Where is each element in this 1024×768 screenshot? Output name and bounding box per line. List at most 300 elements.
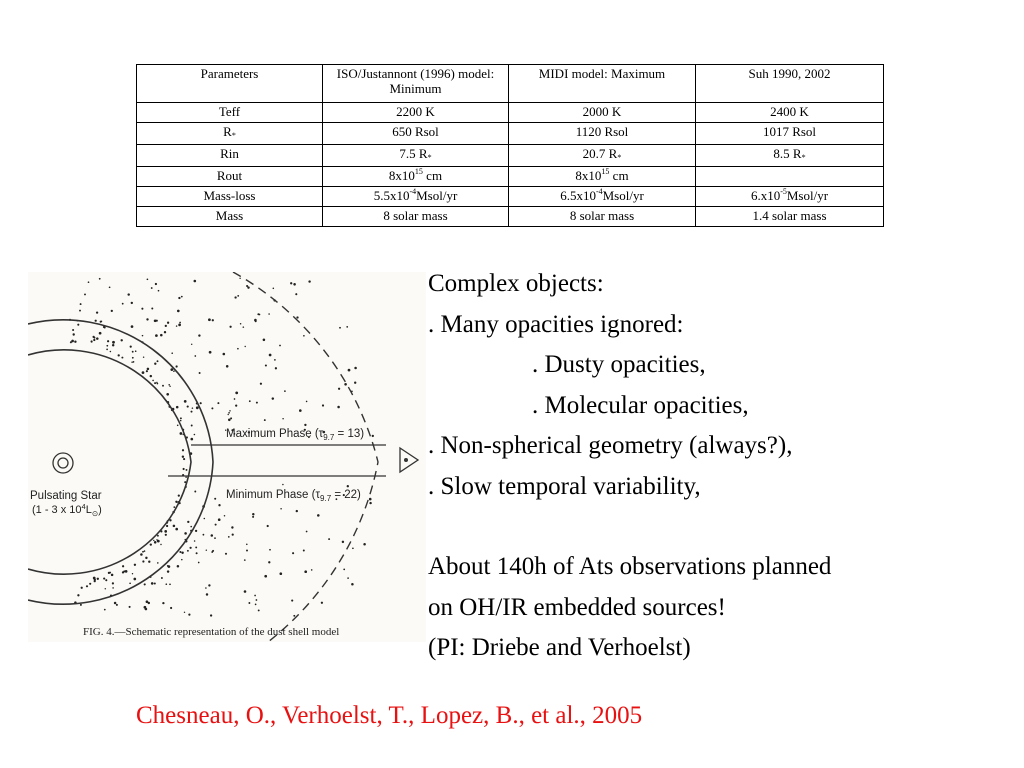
dust-dot xyxy=(269,354,272,357)
dust-dot xyxy=(167,570,169,572)
dust-dot xyxy=(77,594,79,596)
dust-dot xyxy=(142,371,145,374)
dust-dot xyxy=(240,323,242,325)
text-line: Complex objects: xyxy=(428,270,604,297)
dust-dot xyxy=(339,327,341,329)
dust-dot xyxy=(234,398,236,400)
dust-dot xyxy=(152,380,154,382)
dust-dot xyxy=(208,584,210,586)
dust-dot xyxy=(176,325,177,326)
dust-dot xyxy=(209,351,212,354)
dust-dot xyxy=(121,357,123,359)
dust-dot xyxy=(116,604,118,606)
cell-text: 7.5 R xyxy=(399,146,428,161)
dust-dot xyxy=(304,570,307,573)
header-cell: Suh 1990, 2002 xyxy=(696,65,884,103)
dust-dot xyxy=(183,458,185,460)
dust-dot xyxy=(188,614,190,616)
dust-dot xyxy=(162,602,164,604)
max-phase-label: Maximum Phase $(\tau_{9.7} = 13)$ xyxy=(226,428,365,442)
cell-superscript: -5 xyxy=(780,187,787,196)
dust-dot xyxy=(167,322,169,324)
dust-dot xyxy=(279,345,281,347)
figure-caption: FIG. 4.—Schematic representation of the dust shell model xyxy=(83,626,340,638)
dust-dot xyxy=(181,559,183,561)
dust-dot xyxy=(145,557,147,559)
dust-dot xyxy=(369,502,371,504)
dust-dot xyxy=(162,385,164,387)
dust-dot xyxy=(182,455,184,457)
dust-dot xyxy=(269,549,271,551)
dust-dot xyxy=(155,334,158,337)
dust-dot xyxy=(86,585,88,587)
cell-subscript: * xyxy=(801,153,806,162)
dust-dot xyxy=(156,382,157,383)
dust-dot xyxy=(235,392,238,395)
header-cell: Parameters xyxy=(137,65,323,103)
dust-dot xyxy=(161,577,163,579)
table-row xyxy=(137,103,884,123)
dust-dot xyxy=(144,606,147,609)
table-row xyxy=(137,187,884,207)
dust-dot xyxy=(194,280,197,283)
dust-dot xyxy=(311,569,313,571)
dust-dot xyxy=(142,560,144,562)
cell-text: 20.7 R xyxy=(582,146,618,161)
dust-dot xyxy=(352,547,354,549)
table-cell: Rin xyxy=(137,145,323,167)
dust-dot xyxy=(265,364,267,366)
dust-dot xyxy=(179,322,181,324)
table-cell: Rout xyxy=(137,167,323,187)
dust-dot xyxy=(160,334,163,337)
table-row xyxy=(137,207,884,227)
table-cell xyxy=(323,167,509,187)
table-cell: Mass xyxy=(137,207,323,227)
dust-dot xyxy=(177,310,180,313)
dust-dot xyxy=(256,402,258,404)
dust-dot xyxy=(229,410,230,411)
cell-subscript: * xyxy=(617,153,622,162)
dust-dot xyxy=(347,485,349,487)
dust-dot xyxy=(194,540,196,542)
dust-dot xyxy=(105,588,106,589)
dust-dot xyxy=(109,286,111,288)
dust-dot xyxy=(103,578,105,580)
dust-dot xyxy=(160,544,161,545)
dust-dot xyxy=(112,341,115,344)
dust-dot xyxy=(282,484,284,486)
dust-dot xyxy=(214,498,216,500)
dust-dot xyxy=(198,562,200,564)
dust-dot xyxy=(257,313,259,315)
dust-dot xyxy=(338,388,340,390)
dust-dot xyxy=(121,339,123,341)
dust-dot xyxy=(171,352,173,354)
dust-dot xyxy=(131,325,134,328)
notes-text xyxy=(428,264,1018,669)
dust-dot xyxy=(187,406,189,408)
dust-dot xyxy=(196,406,199,409)
text-line: . Molecular opacities, xyxy=(532,391,749,419)
dust-dot xyxy=(151,582,154,585)
dust-dot xyxy=(165,534,167,536)
dust-dot xyxy=(264,575,267,578)
cell-subscript: * xyxy=(427,153,432,162)
table-cell: 2400 K xyxy=(696,103,884,123)
dust-dot xyxy=(154,382,156,384)
dust-dot xyxy=(180,417,182,419)
dust-dot xyxy=(322,404,324,406)
dust-dot xyxy=(317,514,320,517)
dust-dot xyxy=(143,356,144,357)
dust-dot xyxy=(147,278,149,280)
table-cell xyxy=(509,187,696,207)
dust-dot xyxy=(189,547,191,549)
dust-dot xyxy=(232,534,234,536)
dust-dot xyxy=(178,297,180,299)
dust-dot xyxy=(291,600,293,602)
dust-dot xyxy=(226,365,229,368)
table-cell: 1017 Rsol xyxy=(696,123,884,145)
dust-dot xyxy=(348,369,351,372)
dust-dot xyxy=(275,367,277,369)
dust-dot xyxy=(168,384,170,386)
table-cell xyxy=(323,145,509,167)
dust-dot xyxy=(157,562,159,564)
dust-dot xyxy=(184,612,185,613)
dust-dot xyxy=(181,296,183,298)
dust-dot xyxy=(92,336,94,338)
citation: Chesneau, O., Verhoelst, T., Lopez, B., et al., 2005 xyxy=(136,702,643,729)
dust-dot xyxy=(151,307,153,309)
dust-dot xyxy=(191,425,193,427)
dust-dot xyxy=(112,587,114,589)
dust-dot xyxy=(200,402,202,404)
dust-dot xyxy=(321,602,323,604)
dust-dot xyxy=(180,432,183,435)
text-line: . Slow temporal variability, xyxy=(428,472,701,500)
dust-dot xyxy=(218,504,220,506)
dust-dot xyxy=(212,319,214,321)
dust-dot xyxy=(91,341,93,343)
dust-dot xyxy=(122,571,124,573)
dust-dot xyxy=(112,344,114,346)
dust-dot xyxy=(104,609,106,611)
dust-dot xyxy=(196,552,198,554)
dust-dot xyxy=(227,414,228,415)
dust-dot xyxy=(142,335,144,337)
dust-dot xyxy=(167,565,169,567)
table-cell: 2200 K xyxy=(323,103,509,123)
dust-dot xyxy=(184,400,187,403)
dust-dot xyxy=(173,506,175,508)
dust-dot xyxy=(346,326,348,328)
dust-dot xyxy=(80,303,82,305)
dust-dot xyxy=(148,602,150,604)
dust-dot xyxy=(100,321,102,323)
dust-dot xyxy=(141,308,143,310)
dust-dot xyxy=(146,318,148,320)
dust-dot xyxy=(153,540,154,541)
dust-dot xyxy=(186,469,188,471)
dust-dot xyxy=(195,530,197,532)
dust-dot xyxy=(170,368,173,371)
dust-dot xyxy=(74,340,76,342)
dust-dot xyxy=(351,583,354,586)
dust-dot xyxy=(133,578,136,581)
dust-dot xyxy=(204,518,206,520)
dust-dot xyxy=(263,339,266,342)
dust-dot xyxy=(133,361,135,363)
cell-superscript: -4 xyxy=(409,187,417,196)
dust-dot xyxy=(249,400,251,402)
dust-dot xyxy=(95,320,97,322)
dust-dot xyxy=(77,324,79,326)
dust-dot xyxy=(299,409,302,412)
dust-dot xyxy=(228,536,230,538)
table-cell xyxy=(137,123,323,145)
dust-dot xyxy=(363,543,366,546)
cell-text: Msol/yr xyxy=(416,188,458,203)
dust-dot xyxy=(210,614,212,616)
dust-dot xyxy=(164,331,166,333)
dust-dot xyxy=(214,537,216,539)
dust-dot xyxy=(254,595,256,597)
dust-dot xyxy=(343,569,345,571)
dust-dot xyxy=(169,583,171,585)
dust-dot xyxy=(342,541,344,543)
dust-dot xyxy=(155,283,157,285)
dust-dot xyxy=(192,407,194,409)
dust-dot xyxy=(303,335,305,337)
dust-dot xyxy=(96,311,98,313)
dust-dot xyxy=(170,607,172,609)
dust-dot xyxy=(292,552,294,554)
dust-dot xyxy=(296,316,298,318)
dust-dot xyxy=(132,351,134,353)
dust-dot xyxy=(135,350,137,352)
cell-text: 8x10 xyxy=(575,168,602,183)
dust-dot xyxy=(225,553,227,555)
star-label: Pulsating Star xyxy=(30,490,102,502)
cell-subscript: * xyxy=(231,131,236,140)
dust-dot xyxy=(72,329,74,331)
dust-dot xyxy=(211,407,213,409)
dust-dot xyxy=(176,406,179,409)
text-line: . Many opacities ignored: xyxy=(428,310,684,338)
star-luminosity: (1 - 3 x $10^4L_⊙$) xyxy=(32,502,102,518)
spacer xyxy=(428,507,1018,547)
dust-dot xyxy=(108,572,110,574)
header-cell: MIDI model: Maximum xyxy=(509,65,696,103)
dust-dot xyxy=(132,357,134,359)
dust-dot xyxy=(245,346,246,347)
dust-dot xyxy=(198,334,200,336)
table-cell: Mass-loss xyxy=(137,187,323,207)
dust-dot xyxy=(308,280,310,282)
dust-dot xyxy=(154,363,156,365)
dust-dot xyxy=(185,476,186,477)
text-line: . Non-spherical geometry (always?), xyxy=(428,432,793,459)
dust-dot xyxy=(166,393,169,396)
dust-dot xyxy=(151,287,153,289)
dust-dot xyxy=(252,516,254,518)
dust-dot xyxy=(306,531,308,533)
header-cell: ISO/Justannont (1996) model: Minimum xyxy=(323,65,509,103)
dust-dot xyxy=(260,383,262,385)
dust-dot xyxy=(97,578,99,580)
dust-dot xyxy=(195,546,197,548)
dust-dot xyxy=(234,296,236,298)
dust-dot xyxy=(284,390,286,392)
dust-dot xyxy=(157,535,159,537)
dust-dot xyxy=(140,553,143,556)
cell-text: 8x10 xyxy=(388,168,415,183)
dust-dot xyxy=(290,282,292,284)
dust-dot xyxy=(244,590,247,593)
dust-dot xyxy=(154,541,157,544)
dust-dot xyxy=(164,530,167,533)
dust-dot xyxy=(111,310,113,312)
dust-dot xyxy=(203,534,205,536)
dust-dot xyxy=(223,353,226,356)
dust-dot xyxy=(129,582,131,584)
dust-dot xyxy=(228,419,231,422)
dust-dot xyxy=(144,583,146,585)
text-line: . Dusty opacities, xyxy=(532,351,706,378)
dust-dot xyxy=(169,386,170,387)
dust-dot xyxy=(372,435,374,437)
dust-dot xyxy=(295,293,297,295)
dust-dot xyxy=(199,372,201,374)
dust-dot xyxy=(107,340,109,342)
table-cell: 2000 K xyxy=(509,103,696,123)
dust-dot xyxy=(99,278,101,280)
dust-dot xyxy=(165,583,167,585)
table-cell xyxy=(509,167,696,187)
dust-dot xyxy=(243,326,245,328)
dust-dot xyxy=(178,494,180,496)
dust-dot xyxy=(187,550,189,552)
dust-dot xyxy=(122,565,124,567)
dust-dot xyxy=(347,577,349,579)
dust-dot xyxy=(217,402,219,404)
dust-dot xyxy=(84,293,86,295)
dust-dot xyxy=(268,561,270,563)
dust-dot xyxy=(111,574,114,577)
cell-superscript: 15 xyxy=(414,167,423,176)
dust-dot xyxy=(256,599,258,601)
table-row xyxy=(137,145,884,167)
dust-dot xyxy=(127,293,129,295)
dust-dot xyxy=(258,609,260,611)
dust-dot xyxy=(218,518,221,521)
dust-dot xyxy=(148,561,150,563)
dust-dot xyxy=(131,362,132,363)
dust-dot xyxy=(80,604,82,606)
table-cell: 1.4 solar mass xyxy=(696,207,884,227)
table-cell xyxy=(696,187,884,207)
dust-dot xyxy=(267,525,269,527)
dust-dot xyxy=(179,551,181,553)
cell-text: Msol/yr xyxy=(602,188,644,203)
dust-dot xyxy=(165,325,167,327)
dust-dot xyxy=(177,425,179,427)
dust-dot xyxy=(306,401,308,403)
dust-dot xyxy=(328,538,330,540)
dust-dot xyxy=(96,337,99,340)
cell-text: 5.5x10 xyxy=(373,188,410,203)
dust-dot xyxy=(105,579,107,581)
table-cell xyxy=(696,145,884,167)
cell-text: Msol/yr xyxy=(786,188,829,203)
table-cell: 8 solar mass xyxy=(509,207,696,227)
dust-dot xyxy=(125,570,128,573)
table-cell xyxy=(323,187,509,207)
dust-dot xyxy=(132,573,133,574)
dust-dot xyxy=(191,344,192,345)
dust-dot xyxy=(181,552,183,554)
dust-dot xyxy=(304,424,306,426)
dust-dot xyxy=(194,355,196,357)
dust-dot xyxy=(205,587,207,589)
dust-dot xyxy=(154,319,157,322)
dust-dot xyxy=(178,324,181,327)
dust-dot xyxy=(173,525,176,528)
observer-eye-icon xyxy=(404,458,408,462)
dust-dot xyxy=(252,513,254,515)
dust-dot xyxy=(211,534,214,537)
dust-dot xyxy=(147,368,150,371)
dust-dot xyxy=(230,417,232,419)
cell-text: 6.5x10 xyxy=(560,188,596,203)
dust-dot xyxy=(273,288,275,290)
cell-superscript: 15 xyxy=(601,167,610,176)
cell-text: R xyxy=(223,124,232,139)
dust-dot xyxy=(254,319,257,322)
dust-dot xyxy=(280,508,282,510)
dust-dot xyxy=(337,406,340,409)
dust-dot xyxy=(224,515,226,517)
dust-dot xyxy=(246,544,248,546)
dust-dot xyxy=(255,604,257,606)
dust-dot xyxy=(190,526,192,528)
dust-dot xyxy=(206,549,207,550)
dust-dot xyxy=(182,449,184,451)
table-cell: 8 solar mass xyxy=(323,207,509,227)
dust-dot xyxy=(154,582,156,584)
dust-dot xyxy=(231,526,233,528)
dust-dot xyxy=(190,438,193,441)
dust-dot xyxy=(248,602,250,604)
dust-dot xyxy=(194,434,196,436)
cell-text: cm xyxy=(609,168,629,183)
dust-dot xyxy=(89,583,91,585)
cell-text: cm xyxy=(422,168,443,183)
dust-dot xyxy=(212,550,214,552)
table-row xyxy=(137,123,884,145)
dust-dot xyxy=(142,551,144,553)
dust-dot xyxy=(175,528,178,531)
dust-dot xyxy=(187,521,189,523)
dust-dot xyxy=(118,354,120,356)
table-cell: Teff xyxy=(137,103,323,123)
dust-dot xyxy=(79,310,81,312)
dust-dot xyxy=(194,491,196,493)
dust-dot xyxy=(110,351,112,353)
dust-dot xyxy=(184,532,187,535)
